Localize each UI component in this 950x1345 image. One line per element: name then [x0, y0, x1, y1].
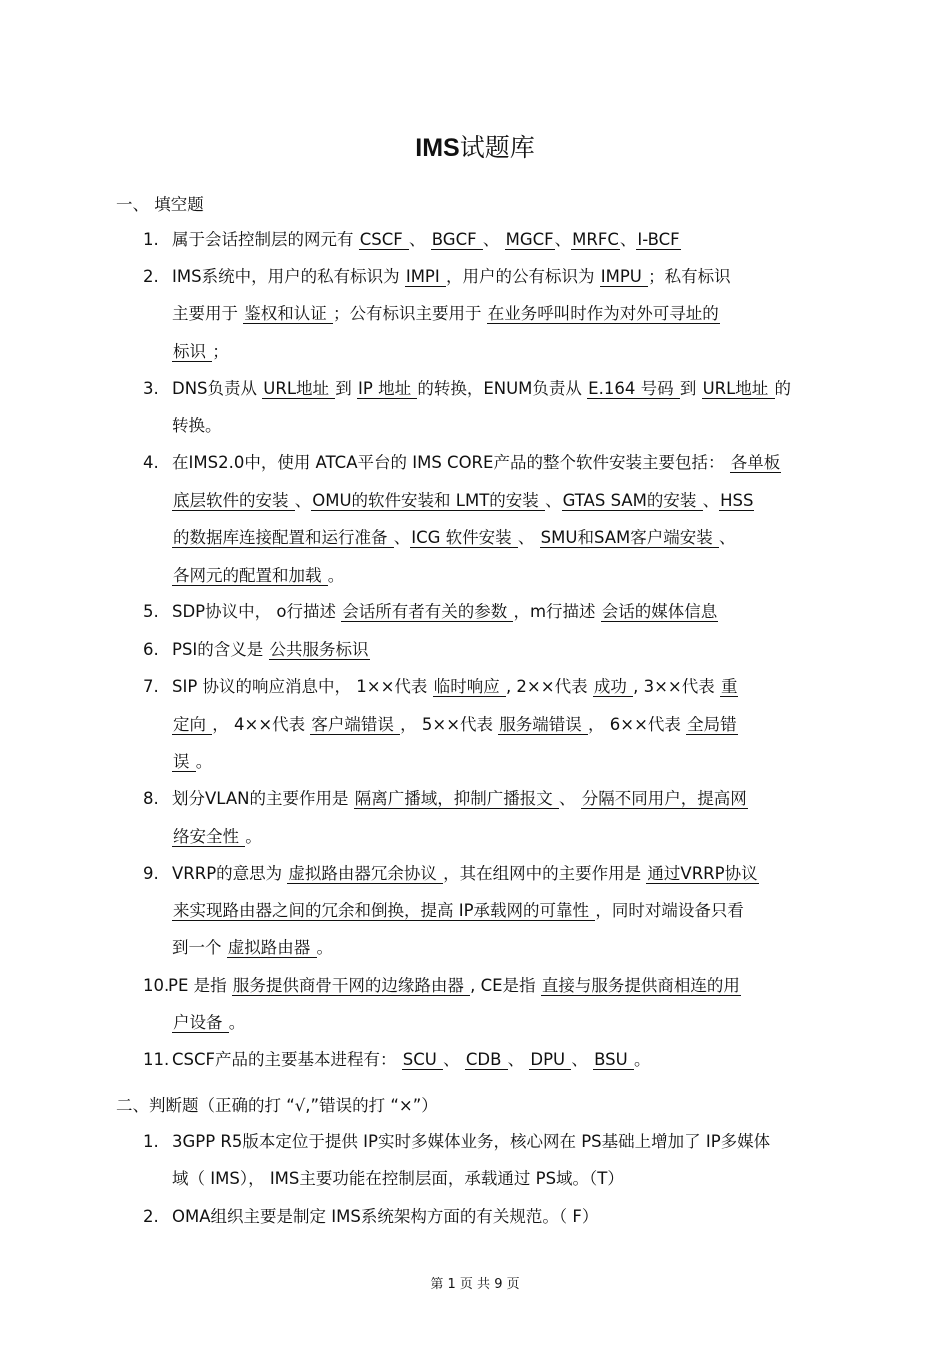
answer-blank: GTAS SAM的安装	[562, 491, 702, 510]
question-text: DNS负责从	[172, 379, 263, 398]
question-number: 9.	[143, 864, 159, 883]
question-text: , 3××代表	[633, 677, 720, 696]
question-line	[172, 1206, 598, 1228]
answer-blank: 重	[720, 677, 738, 696]
answer-blank: 临时响应	[433, 677, 505, 696]
question-number: 6.	[143, 640, 159, 659]
answer-blank: 全局错	[687, 715, 737, 734]
section-fill-heading: 一、 填空题	[116, 195, 204, 214]
question-line	[172, 490, 754, 512]
question-line	[172, 900, 744, 922]
question-text: SIP 协议的响应消息中， 1××代表	[172, 677, 433, 696]
question-text: 到一个	[172, 938, 227, 957]
question-line	[172, 565, 344, 587]
question-text: 属于会话控制层的网元有	[172, 230, 359, 249]
answer-blank: 在业务呼叫时作为对外可寻址的	[487, 304, 719, 323]
question-number: 1.	[143, 1132, 159, 1151]
answer-blank: 隔离广播域，抑制广播报文	[354, 789, 558, 808]
question-number: 2.	[143, 1207, 159, 1226]
question-text: , CE是指	[470, 976, 541, 995]
question-text: 、	[482, 230, 505, 249]
answer-blank: I-BCF	[637, 230, 680, 249]
answer-blank: 服务提供商骨干网的边缘路由器	[232, 976, 470, 995]
question-text: IMS系统中，用户的私有标识为	[172, 267, 405, 286]
question-line	[172, 826, 262, 848]
question-text: 、	[545, 491, 562, 510]
question-line	[172, 378, 791, 400]
question-number: 8.	[143, 789, 159, 808]
question-text: 、	[571, 1050, 594, 1069]
answer-blank: 会话的媒体信息	[601, 602, 718, 621]
question-line	[172, 266, 731, 288]
question-text: OMA组织主要是制定 IMS系统架构方面的有关规范。（ F）	[172, 1207, 599, 1226]
page-title: IMS试题库	[415, 133, 535, 162]
answer-blank: CDB	[465, 1050, 507, 1069]
question-text: 、	[702, 491, 720, 510]
question-line	[172, 937, 333, 959]
question-text: , 2××代表	[505, 677, 593, 696]
question-line	[168, 975, 741, 997]
answer-blank: CSCF	[359, 230, 409, 249]
answer-blank: 服务端错误	[499, 715, 588, 734]
question-text: 。	[245, 827, 262, 846]
answer-blank: URL地址	[263, 379, 335, 398]
question-line	[172, 1012, 245, 1034]
answer-blank: IP 地址	[358, 379, 417, 398]
answer-blank: ICG 软件安装	[411, 528, 517, 547]
answer-blank: DPU	[530, 1050, 571, 1069]
question-text: ， 4××代表	[212, 715, 311, 734]
question-text: ，其在组网中的主要作用是	[443, 864, 647, 883]
answer-blank: HSS	[720, 491, 754, 510]
answer-blank: BSU	[594, 1050, 633, 1069]
question-text: 主要用于	[172, 304, 244, 323]
question-text: 、	[619, 230, 637, 249]
answer-blank: SMU和SAM客户端安装	[540, 528, 719, 547]
answer-blank: 户设备	[173, 1013, 228, 1032]
answer-blank: 虚拟路由器冗余协议	[288, 864, 443, 883]
question-text: ；公有标识主要用于	[333, 304, 487, 323]
question-text: ，同时对端设备只看	[595, 901, 744, 920]
question-number: 1.	[143, 230, 159, 249]
question-text: SDP协议中， o行描述	[172, 602, 342, 621]
question-text: 的转换，ENUM负责从	[417, 379, 588, 398]
question-number: 4.	[143, 453, 159, 472]
answer-blank: E.164 号码	[588, 379, 679, 398]
question-text: 、	[409, 230, 431, 249]
question-text: ；私有标识	[648, 267, 731, 286]
question-text: 划分VLAN的主要作用是	[172, 789, 354, 808]
question-text: VRRP的意思为	[172, 864, 288, 883]
answer-blank: SCU	[402, 1050, 443, 1069]
question-number: 10.	[143, 976, 170, 995]
answer-blank: 会话所有者有关的参数	[342, 602, 513, 621]
answer-blank: 的数据库连接配置和运行准备	[173, 528, 393, 547]
question-text: 。	[195, 752, 213, 771]
answer-blank: 误	[173, 752, 195, 771]
answer-blank: 底层软件的安装	[173, 491, 294, 510]
answer-blank: 鉴权和认证	[244, 304, 332, 323]
question-text: 到	[679, 379, 702, 398]
question-text: 、	[517, 528, 540, 547]
question-text: 、	[558, 789, 581, 808]
question-text: 。	[633, 1050, 651, 1069]
question-text: ， 6××代表	[588, 715, 687, 734]
answer-blank: 各网元的配置和加载	[173, 566, 327, 585]
answer-blank: 络安全性	[173, 827, 245, 846]
question-line	[172, 452, 781, 474]
answer-blank: MRFC	[572, 230, 619, 249]
question-line	[172, 527, 736, 549]
question-number: 7.	[143, 677, 159, 696]
question-line	[172, 415, 222, 437]
question-text: 、	[719, 528, 736, 547]
question-text: 、	[393, 528, 411, 547]
question-line	[172, 303, 720, 325]
answer-blank: 成功	[593, 677, 633, 696]
question-text: 到	[335, 379, 358, 398]
question-text: 的	[774, 379, 792, 398]
question-line	[172, 229, 681, 251]
question-text: 、	[507, 1050, 530, 1069]
question-line	[172, 714, 738, 736]
question-text: 、	[294, 491, 312, 510]
question-text: 、	[554, 230, 572, 249]
question-text: 。	[327, 566, 345, 585]
answer-blank: 各单板	[730, 453, 781, 472]
question-text: ；	[212, 342, 229, 361]
answer-blank: 标识	[173, 342, 212, 361]
question-text: ，m行描述	[513, 602, 601, 621]
question-text: CSCF产品的主要基本进程有：	[172, 1050, 402, 1069]
question-number: 5.	[143, 602, 159, 621]
question-text: ，用户的公有标识为	[446, 267, 600, 286]
question-line	[172, 1168, 624, 1190]
answer-blank: 客户端错误	[311, 715, 400, 734]
answer-blank: 通过VRRP协议	[647, 864, 758, 883]
answer-blank: 公共服务标识	[269, 640, 369, 659]
question-text: 、	[443, 1050, 465, 1069]
question-text: 。	[228, 1013, 246, 1032]
question-line	[172, 601, 718, 623]
answer-blank: MGCF	[505, 230, 554, 249]
question-text: ， 5××代表	[400, 715, 499, 734]
section-judge-heading: 二、判断题（正确的打 “√,”错误的打 “×”）	[116, 1096, 438, 1115]
question-text: 域（ IMS）， IMS主要功能在控制层面，承载通过 PS域。（T）	[172, 1169, 624, 1188]
answer-blank: OMU的软件安装和 LMT的安装	[312, 491, 545, 510]
question-text: 转换。	[172, 416, 222, 435]
question-line	[172, 788, 748, 810]
answer-blank: BGCF	[431, 230, 482, 249]
answer-blank: 虚拟路由器	[227, 938, 316, 957]
question-line	[172, 1131, 770, 1153]
answer-blank: IMPI	[405, 267, 445, 286]
question-line	[172, 341, 229, 363]
question-line	[172, 676, 738, 698]
question-text: PE 是指	[168, 976, 232, 995]
answer-blank: 来实现路由器之间的冗余和倒换，提高 IP承载网的可靠性	[173, 901, 595, 920]
answer-blank: URL地址	[702, 379, 774, 398]
question-number: 3.	[143, 379, 159, 398]
answer-blank: 直接与服务提供商相连的用	[541, 976, 740, 995]
question-line	[172, 751, 212, 773]
question-text: PSI的含义是	[172, 640, 269, 659]
question-line	[172, 863, 759, 885]
question-line	[172, 639, 370, 661]
answer-blank: 定向	[173, 715, 212, 734]
question-text: 在IMS2.0中，使用 ATCA平台的 IMS CORE产品的整个软件安装主要包括：	[172, 453, 730, 472]
answer-blank: IMPU	[600, 267, 648, 286]
answer-blank: 分隔不同用户，提高网	[581, 789, 747, 808]
page-footer: 第 1 页 共 9 页	[430, 1277, 520, 1292]
question-number: 2.	[143, 267, 159, 286]
question-line	[172, 1049, 650, 1071]
question-number: 11.	[143, 1050, 170, 1069]
question-text: 3GPP R5版本定位于提供 IP实时多媒体业务，核心网在 PS基础上增加了 IP多媒体	[172, 1132, 771, 1151]
question-text: 。	[316, 938, 333, 957]
